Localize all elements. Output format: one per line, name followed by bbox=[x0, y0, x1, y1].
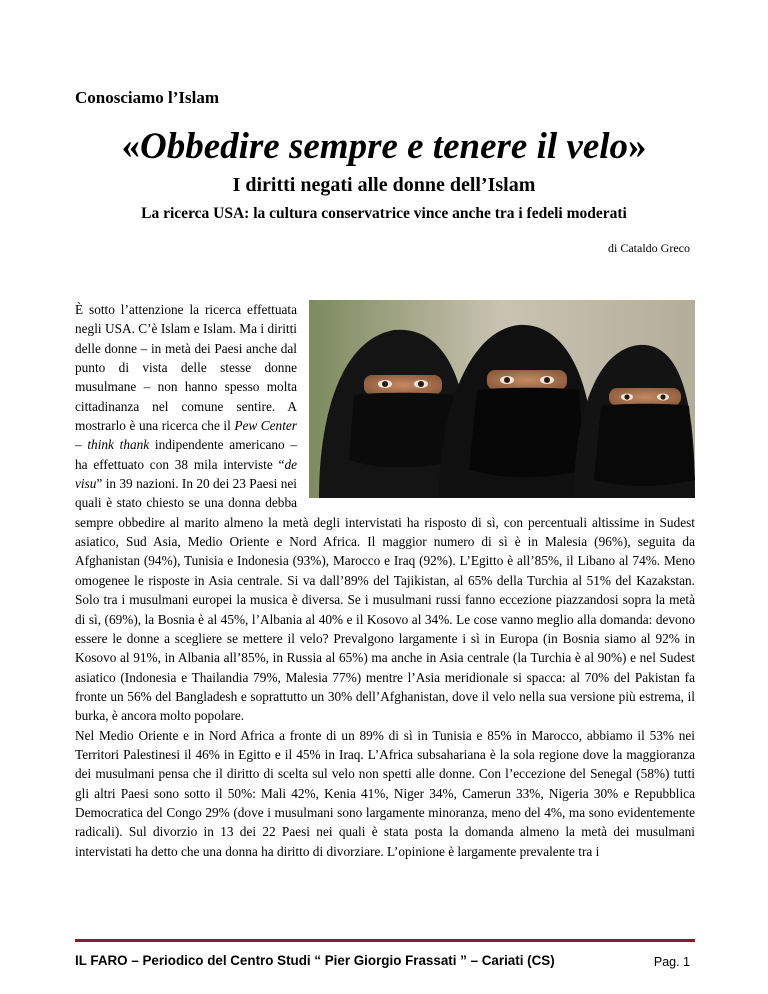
think-thank-term: think thank bbox=[87, 437, 150, 453]
title-text: Obbedire sempre e tenere il velo bbox=[139, 126, 629, 167]
section-label: Conosciamo l’Islam bbox=[75, 88, 220, 107]
women-in-niqab-photo bbox=[309, 300, 695, 498]
subtitle-secondary: La ricerca USA: la cultura conservatrice vince anche tra i fedeli moderati bbox=[141, 205, 627, 222]
main-title bbox=[0, 127, 768, 168]
de-visu-term: de visu bbox=[75, 456, 297, 492]
paragraph-1-part-b: – bbox=[75, 437, 88, 453]
paragraph-2: Nel Medio Oriente e in Nord Africa a fronte di un 89% di sì in Tunisia e 85% in Marocco, abbiamo il 53% nei Territori Palestinesi il 46% in Egitto e il 45% in Iraq. L’Africa subsahariana è la sola regione dove la maggioranza dei musulmani pensa che il diritto di scelta sul velo non spetti alle donne. Con l’eccezione del Senegal (58%) tutti gli altri Paesi sono sotto il 50%: Mali 42%, Kenia 41%, Niger 34%, Camerun 33%, Nigeria 30% e Repubblica Democratica del Congo 29% (dove i musulmani sono largamente minoranza, meno del 4%, ma sono evidentemente radicali). Sul divorzio in 13 dei 22 Paesi nei quali è stata posta la domanda almeno la metà dei musulmani intervistati ha detto che una donna ha diritto di divorziare. L’opinione è largamente prevalente tra i bbox=[75, 727, 695, 859]
article-photo bbox=[309, 300, 695, 498]
article-body bbox=[75, 300, 695, 861]
title-close-quote: » bbox=[628, 126, 647, 167]
footer-publication: IL FARO – Periodico del Centro Studi “ Pier Giorgio Frassati ” – Cariati (CS) bbox=[75, 953, 555, 968]
subtitle: I diritti negati alle donne dell’Islam bbox=[232, 174, 536, 196]
footer-rule bbox=[75, 939, 695, 942]
paragraph-1-part-a: È sotto l’attenzione la ricerca effettuata negli USA. C’è Islam e Islam. Ma i diritti delle donne – in metà dei Paesi anche dal punto di vista delle stesse donne musulmane – non hanno spesso molta cittadinanza nel comune sentire. A mostrarlo è una ricerca che il bbox=[75, 302, 297, 434]
title-open-quote: « bbox=[121, 126, 140, 167]
author-byline: di Cataldo Greco bbox=[608, 241, 690, 255]
paragraph-1-part-c: indipendente americano – ha effettuato con 38 mila interviste “ bbox=[75, 437, 298, 472]
paragraph-1-part-d: ” in 39 nazioni. In 20 dei 23 Paesi nei quali è stato chiesto se una donna debba sempre obbedire al marito almeno la metà degli intervistati ha risposto di sì, con percentuali altissime in Sudest asiatico, Sud Asia, Medio Oriente e Nord Africa. Il maggior numero di sì è in Malesia (96%), seguita da Afghanistan (94%), Tunisia e Indonesia (93%), Marocco e Iraq (92%). L’Egitto è all’85%, il Libano al 74%. Meno omogenee le risposte in Asia centrale. Si va dall’89% del Tajikistan, al 65% della Turchia al 51% del Kazakstan. Solo tra i musulmani europei la musica è diversa. Se i musulmani russi fanno eccezione piazzandosi sopra la metà di sì, (69%), la Bosnia è al 45%, l’Albania al 40% e il Kosovo al 34%. Le cose vanno meglio alla domanda: devono essere le donne a scegliere se mettere il velo? Prevalgono largamente i sì in Europa (in Bosnia siamo al 92% in Kosovo al 91%, in Albania all’85%, in Russia al 65%) ma anche in Asia centrale (la Turchia è al 90%) e nel Sudest asiatico (Indonesia e Thailandia 79%, Malesia 77%) mentre l’Asia meridionale si spacca: al 70% del Pakistan fa fronte un 56% del Bangladesh e soprattutto un 30% dell’Afghanistan, dove il velo nella sua versione più estrema, il burka, è ancora molto popolare. bbox=[75, 476, 695, 724]
pew-center-term: Pew Center bbox=[234, 418, 297, 434]
page-number: Pag. 1 bbox=[653, 955, 690, 969]
